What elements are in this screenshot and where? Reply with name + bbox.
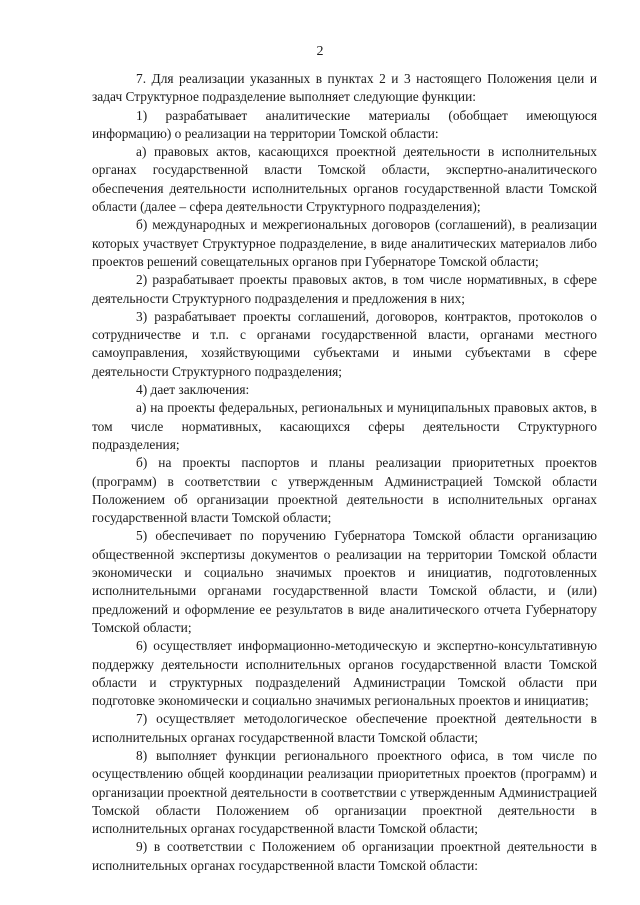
function-4-conclusions: 4) дает заключения: bbox=[136, 382, 250, 398]
function-4a-draft-legal-acts: а) на проекты федеральных, региональных и муниципальных правовых актов, в том числе нормативных, касающихся сферы деятельности Структурного подразделения; bbox=[92, 400, 597, 452]
function-1a-legal-acts: а) правовых актов, касающихся проектной деятельности в исполнительных органах государственной власти Томской области, экспертно-аналитического обеспечения деятельности исполнительных органов государственной власти Томской области (далее – сфера деятельности Структурного подразделения); bbox=[92, 144, 597, 215]
function-5-public-expertise: 5) обеспечивает по поручению Губернатора Томской области организацию общественной экспертизы документов о реализации на территории Томской области экономически и социально значимых проектов и инициатив, подготовленных исполнительными органами государственной власти Томской области, и (или) предложений и оформление ее результатов в виде аналитического отчета Губернатору Томской области; bbox=[92, 528, 597, 635]
page-number: 2 bbox=[316, 44, 324, 59]
document-body bbox=[92, 70, 597, 875]
function-9-project-activities: 9) в соответствии с Положением об организации проектной деятельности в исполнительных органах государственной власти Томской области: bbox=[92, 839, 597, 873]
function-1-analytics: 1) разрабатывает аналитические материалы (обобщает имеющуюся информацию) о реализации на территории Томской области: bbox=[92, 107, 597, 141]
clause-7-intro: 7. Для реализации указанных в пунктах 2 и 3 настоящего Положения цели и задач Структурное подразделение выполняет следующие функции: bbox=[92, 71, 597, 105]
function-2-draft-acts: 2) разрабатывает проекты правовых актов, в том числе нормативных, в сфере деятельности Структурного подразделения и предложения в них; bbox=[92, 272, 597, 306]
function-7-methodological-support: 7) осуществляет методологическое обеспечение проектной деятельности в исполнительных органах государственной власти Томской области; bbox=[92, 711, 597, 745]
function-3-draft-agreements: 3) разрабатывает проекты соглашений, договоров, контрактов, протоколов о сотрудничестве и т.п. с органами государственной власти, органами местного самоуправления, хозяйствующими субъектами и иными субъектами в сфере деятельности Структурного подразделения; bbox=[92, 308, 597, 379]
function-1b-agreements: б) международных и межрегиональных договоров (соглашений), в реализации которых участвует Структурное подразделение, в виде аналитических материалов либо проектов решений совещательных органов при Губернаторе Томской области; bbox=[92, 217, 597, 269]
function-4b-priority-projects: б) на проекты паспортов и планы реализации приоритетных проектов (программ) в соответствии с утвержденным Администрацией Томской области Положением об организации проектной деятельности в исполнительных органах государственной власти Томской области; bbox=[92, 455, 597, 526]
function-8-project-office: 8) выполняет функции регионального проектного офиса, в том числе по осуществлению общей координации реализации приоритетных проектов (программ) и организации проектной деятельности в соответствии с утвержденным Администрацией Томской области Положением об организации проектной деятельности в исполнительных органах государственной власти Томской области; bbox=[92, 747, 597, 837]
function-6-methodical-support: 6) осуществляет информационно-методическую и экспертно-консультативную поддержку деятельности исполнительных органов государственной власти Томской области и структурных подразделений Администрации Томской области при подготовке экономически и социально значимых региональных проектов и инициатив; bbox=[92, 638, 597, 709]
